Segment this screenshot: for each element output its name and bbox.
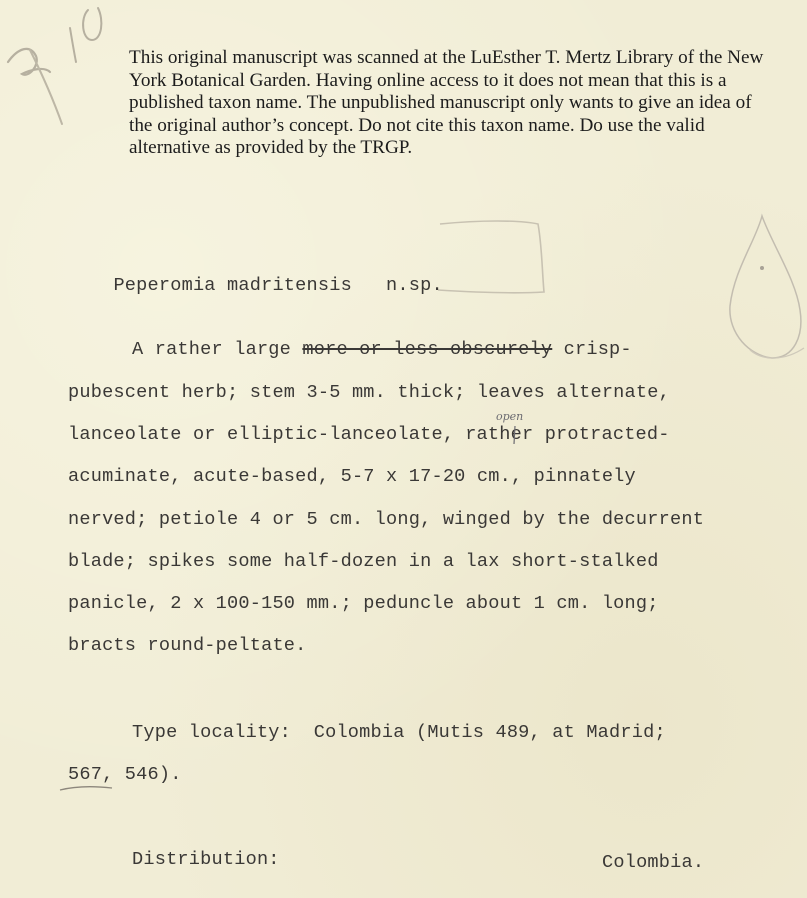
struck-text: more or less obscurely: [302, 339, 553, 360]
disclaimer-notice: This original manuscript was scanned at the LuEsther T. Mertz Library of the New York Botanical Garden. Having online access to it does not mean that this is a published taxon name. The unpublished manuscript only wants to give an idea of the original author’s concept. Do not cite this taxon name. Do use the valid alternative as provided by the TRGP.: [129, 47, 764, 159]
type-locality-continued: 567, 546).: [68, 764, 182, 785]
distribution-label: Distribution:: [132, 849, 280, 870]
description-text: lanceolate or elliptic-lanceolate,: [68, 424, 455, 445]
distribution-value: Colombia.: [602, 852, 705, 873]
description-text: rather protracted-: [465, 424, 670, 445]
description-text: crisp-: [552, 339, 632, 360]
type-locality-value: Colombia (Mutis 489, at Madrid;: [313, 722, 666, 743]
description-line-4: acuminate, acute-based, 5-7 x 17-20 cm., pinnately: [68, 466, 636, 487]
species-name: Peperomia madritensis: [113, 275, 352, 296]
type-locality: [132, 722, 666, 743]
description-line-8: bracts round-peltate.: [68, 635, 307, 656]
description-line-7: panicle, 2 x 100-150 mm.; peduncle about 1 cm. long;: [68, 593, 659, 614]
description-line-5: nerved; petiole 4 or 5 cm. long, winged by the decurrent: [68, 509, 705, 530]
description-line-1: [132, 339, 632, 360]
handwritten-insert: open: [496, 410, 524, 423]
description-text: A rather large: [132, 339, 303, 360]
species-rank: n.sp.: [386, 275, 443, 296]
pencil-scribble-icon: [0, 0, 130, 140]
type-locality-label: Type locality:: [132, 722, 292, 743]
species-title: [68, 254, 443, 317]
description-line-2: pubescent herb; stem 3-5 mm. thick; leaves alternate,: [68, 382, 670, 403]
description-line-3: [68, 424, 670, 445]
description-line-6: blade; spikes some half-dozen in a lax short-stalked: [68, 551, 659, 572]
pencil-fruit-sketch-icon: [720, 210, 807, 370]
